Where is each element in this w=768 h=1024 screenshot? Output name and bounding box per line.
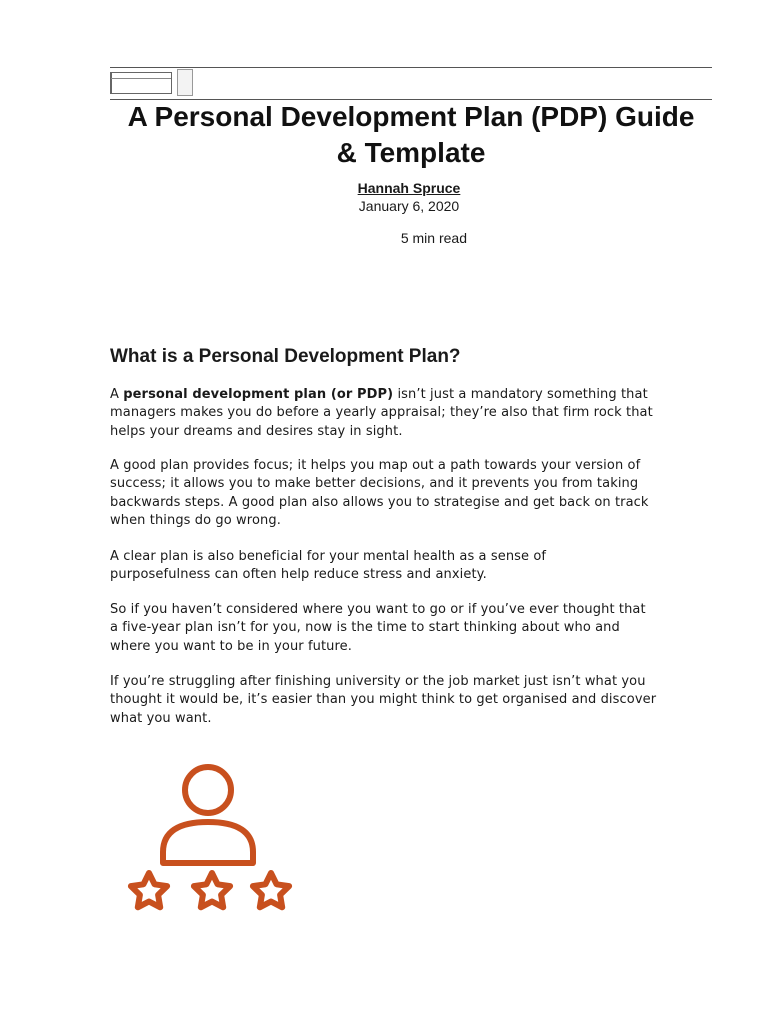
paragraph-3 [110, 548, 720, 585]
author-link[interactable]: Hannah Spruce [357, 180, 461, 196]
person-with-three-stars-icon [118, 760, 302, 920]
p1-line1-rest: isn’t just a mandatory something that [393, 387, 648, 402]
p3-line2: purposefulness can often help reduce stress and anxiety. [110, 567, 487, 583]
person-head-icon [185, 767, 231, 813]
scroll-handle-button[interactable] [177, 69, 193, 96]
p2-line3: backwards steps. A good plan also allows you to strategise and get back on track [110, 494, 649, 510]
header-top-rule [110, 67, 712, 68]
p5-line1: If you’re struggling after finishing university or the job market just isn’t what you [110, 674, 646, 689]
article-title-line1: A Personal Development Plan (PDP) Guide [127, 101, 695, 132]
star-icon-left [131, 873, 167, 907]
article-title [110, 99, 712, 171]
p1-line2: managers makes you do before a yearly appraisal; they’re also that firm rock that [110, 405, 653, 421]
text-field-box[interactable] [110, 72, 172, 94]
p1-prefix: A [110, 387, 124, 402]
article-title-line2: & Template [336, 137, 486, 168]
p5-line3: what you want. [110, 710, 212, 726]
p3-line1: A clear plan is also beneficial for your mental health as a sense of [110, 549, 547, 564]
read-time: 5 min read [400, 230, 467, 246]
p1-bold-term: personal development plan (or PDP) [123, 387, 394, 402]
paragraph-2 [110, 457, 720, 530]
p4-line3: where you want to be in your future. [110, 638, 352, 654]
paragraph-5 [110, 673, 720, 728]
p1-line3: helps your dreams and desires stay in sight. [110, 423, 403, 439]
p4-line2: a five-year plan isn’t for you, now is the time to start thinking about who and [110, 620, 620, 636]
publish-date: January 6, 2020 [358, 198, 460, 214]
paragraph-4 [110, 601, 720, 656]
p2-line2: success; it allows you to make better decisions, and it prevents you from taking [110, 476, 639, 492]
section-heading: What is a Personal Development Plan? [110, 346, 461, 367]
p5-line2: thought it would be, it’s easier than you might think to get organised and discover [110, 692, 657, 708]
star-icon-right [253, 873, 289, 907]
paragraph-1 [110, 386, 720, 441]
person-body-icon [163, 822, 253, 863]
p4-line1: So if you haven’t considered where you want to go or if you’ve ever thought that [110, 602, 646, 617]
p2-line1: A good plan provides focus; it helps you map out a path towards your version of [110, 458, 641, 473]
p2-line4: when things do go wrong. [110, 512, 281, 528]
text-field-inner-line [111, 78, 171, 79]
star-icon-middle [194, 873, 230, 907]
